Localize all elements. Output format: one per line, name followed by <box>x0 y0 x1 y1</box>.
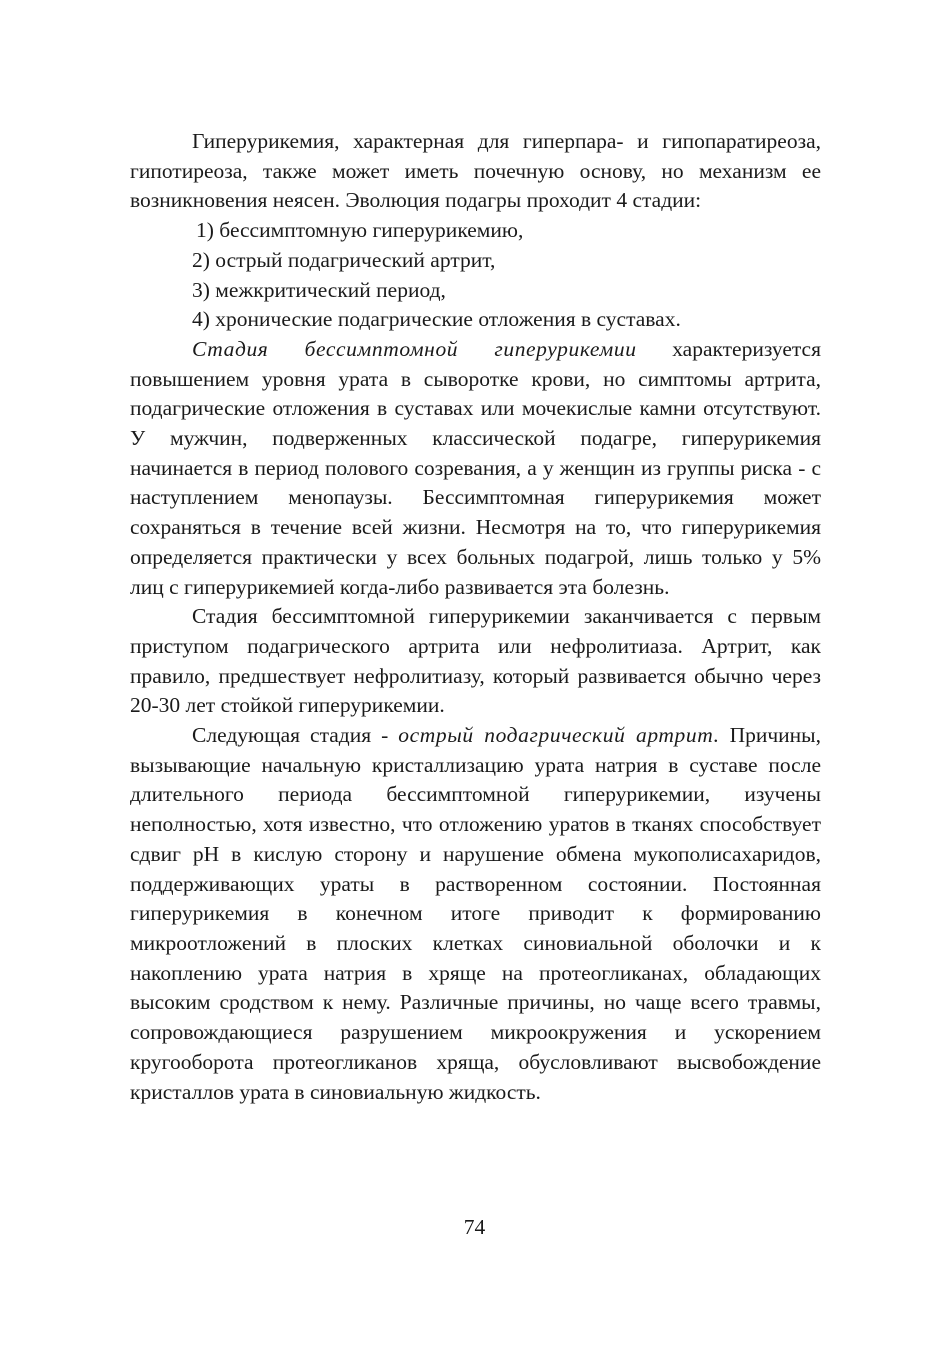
list-item-3: 3) межкритический период, <box>192 277 446 302</box>
stage-term-italic: Стадия бессимптомной гиперурикемии <box>192 336 637 361</box>
paragraph-asymptomatic-stage <box>130 335 821 602</box>
page-number: 74 <box>463 1215 486 1239</box>
paragraph-text: Причины, вызывающие начальную кристаллизацию урата натрия в суставе после длительного периода бессимптомной гиперурикемии, изучены неполностью, хотя известно, что отложению уратов в тканях способствует сдвиг pH в кислую сторону и нарушение обмена мукополисахаридов, поддерживающих ураты в растворенном состоянии. Постоянная гиперурикемия в конечном итоге приводит к формированию микроотложений в плоских клетках синовиальной оболочки и к накоплению урата натрия в хряще на протеогликанах, обладающих высоким сродством к нему. Различные причины, но чаще всего травмы, сопровождающиеся разрушением микроокружения и ускорением кругооборота протеогликанов хряща, обусловливают высвобождение кристаллов урата в синовиальную жидкость. <box>130 723 821 1104</box>
paragraph-stage-end: Стадия бессимптомной гиперурикемии заканчивается с первым приступом подагрического артрита или нефролитиаза. Артрит, как правило, предшествует нефролитиазу, который развивается обычно через 20-30 лет стойкой гиперурикемии. <box>130 604 821 718</box>
paragraph-intro: Гиперурикемия, характерная для гиперпара- и гипопаратиреоза, гипотиреоза, также может иметь почечную основу, но механизм ее возникновения неясен. Эволюция подагры проходит 4 стадии: <box>130 129 821 213</box>
paragraph-acute-arthritis <box>130 721 821 1107</box>
list-item-4: 4) хронические подагрические отложения в суставах. <box>192 307 681 332</box>
list-item-2: 2) острый подагрический артрит, <box>192 247 496 272</box>
page-body <box>130 127 821 1107</box>
paragraph-text: характеризуется повышением уровня урата в сыворотке крови, но симптомы артрита, подагрические отложения в суставах или мочекислые камни отсутствуют. У мужчин, подверженных классической подагре, гиперурикемия начинается в период полового созревания, а у женщин из группы риска - с наступлением менопаузы. Бессимптомная гиперурикемия может сохраняться в течение всей жизни. Несмотря на то, что гиперурикемия определяется практически у всех больных подагрой, лишь только у 5% лиц с гиперурикемией когда-либо развивается эта болезнь. <box>130 336 821 599</box>
list-item-1: 1) бессимптомную гиперурикемию, <box>196 218 524 243</box>
paragraph-text-start: Следующая стадия - <box>192 723 399 748</box>
stage-term-italic: острый подагрический артрит. <box>398 723 720 748</box>
